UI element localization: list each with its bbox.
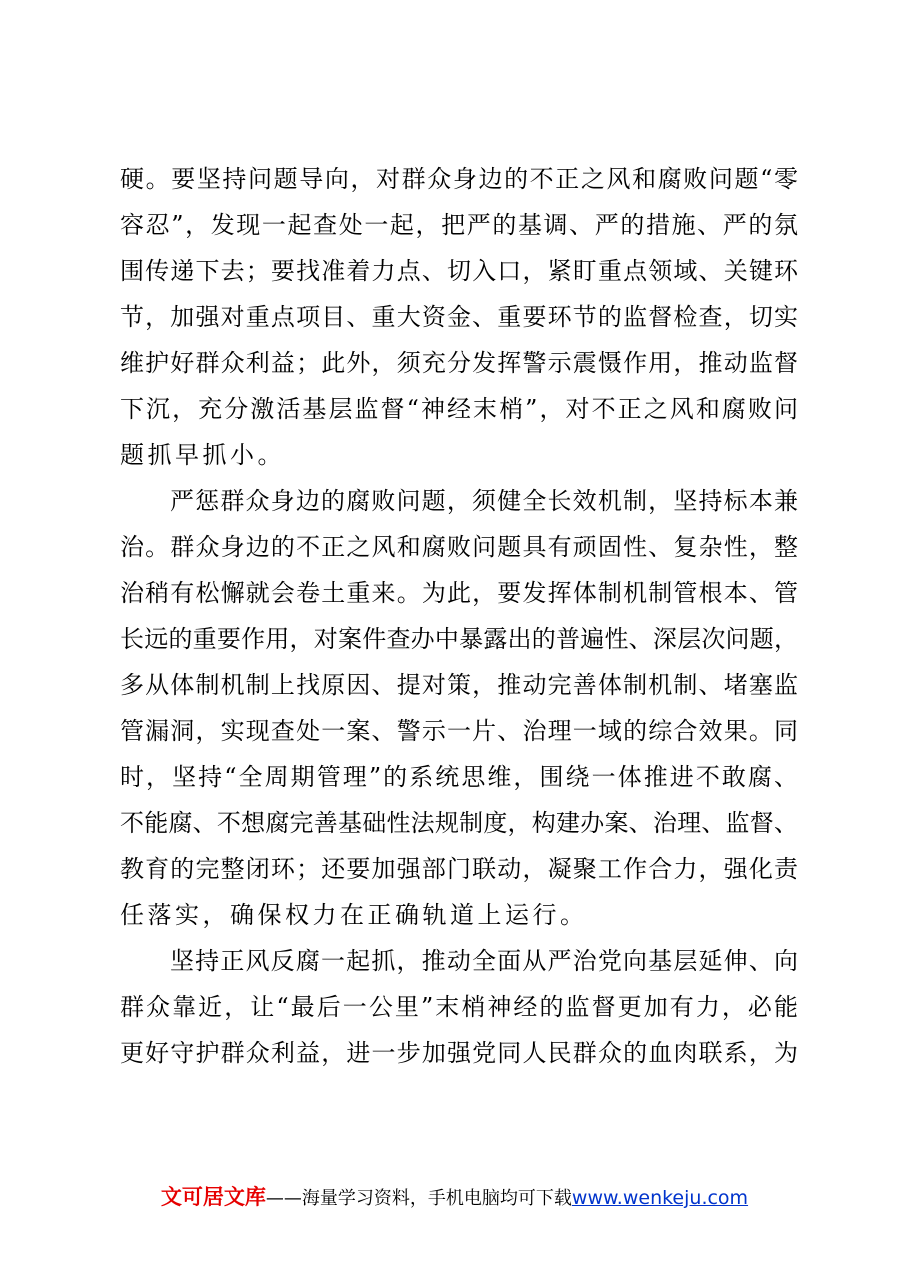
text-line: 题抓早抓小。 (120, 441, 285, 469)
footer-tagline: ——海量学习资料，手机电脑均可下载 (265, 1188, 572, 1209)
paragraph-start-line: 严惩群众身边的腐败问题，须健全长效机制，坚持标本兼 (170, 487, 798, 515)
footer-brand: 文可居文库 (160, 1185, 266, 1209)
text-line: 时，坚持“全周期管理”的系统思维，围绕一体推进不敢腐、 (120, 763, 798, 791)
text-line: 群众靠近，让“最后一公里”末梢神经的监督更加有力，必能 (120, 993, 798, 1021)
text-line: 治稍有松懈就会卷土重来。为此，要发挥体制机制管根本、管 (120, 579, 798, 607)
document-body (120, 156, 798, 1076)
text-line: 治。群众身边的不正之风和腐败问题具有顽固性、复杂性，整 (120, 533, 798, 561)
text-line: 长远的重要作用，对案件查办中暴露出的普遍性、深层次问题， (120, 625, 798, 653)
text-line: 不能腐、不想腐完善基础性法规制度，构建办案、治理、监督、 (120, 809, 798, 837)
text-line: 多从体制机制上找原因、提对策，推动完善体制机制、堵塞监 (120, 671, 798, 699)
text-line: 任落实，确保权力在正确轨道上运行。 (120, 901, 588, 929)
text-line: 节，加强对重点项目、重大资金、重要环节的监督检查，切实 (120, 303, 798, 331)
text-line: 硬。要坚持问题导向，对群众身边的不正之风和腐败问题“零 (120, 165, 798, 193)
text-line: 下沉，充分激活基层监督“神经末梢”，对不正之风和腐败问 (120, 395, 798, 423)
text-line: 更好守护群众利益，进一步加强党同人民群众的血肉联系，为 (120, 1039, 798, 1067)
text-line: 教育的完整闭环；还要加强部门联动，凝聚工作合力，强化责 (120, 855, 798, 883)
text-line: 维护好群众利益；此外，须充分发挥警示震慑作用，推动监督 (120, 349, 798, 377)
footer-site-link[interactable]: www.wenkeju.com (571, 1187, 749, 1209)
paragraph-start-line: 坚持正风反腐一起抓，推动全面从严治党向基层延伸、向 (170, 947, 798, 975)
text-line: 围传递下去；要找准着力点、切入口，紧盯重点领域、关键环 (120, 257, 798, 285)
footer-banner (0, 1180, 909, 1216)
text-line: 容忍”，发现一起查处一起，把严的基调、严的措施、严的氛 (120, 211, 798, 239)
text-line: 管漏洞，实现查处一案、警示一片、治理一域的综合效果。同 (120, 717, 798, 745)
